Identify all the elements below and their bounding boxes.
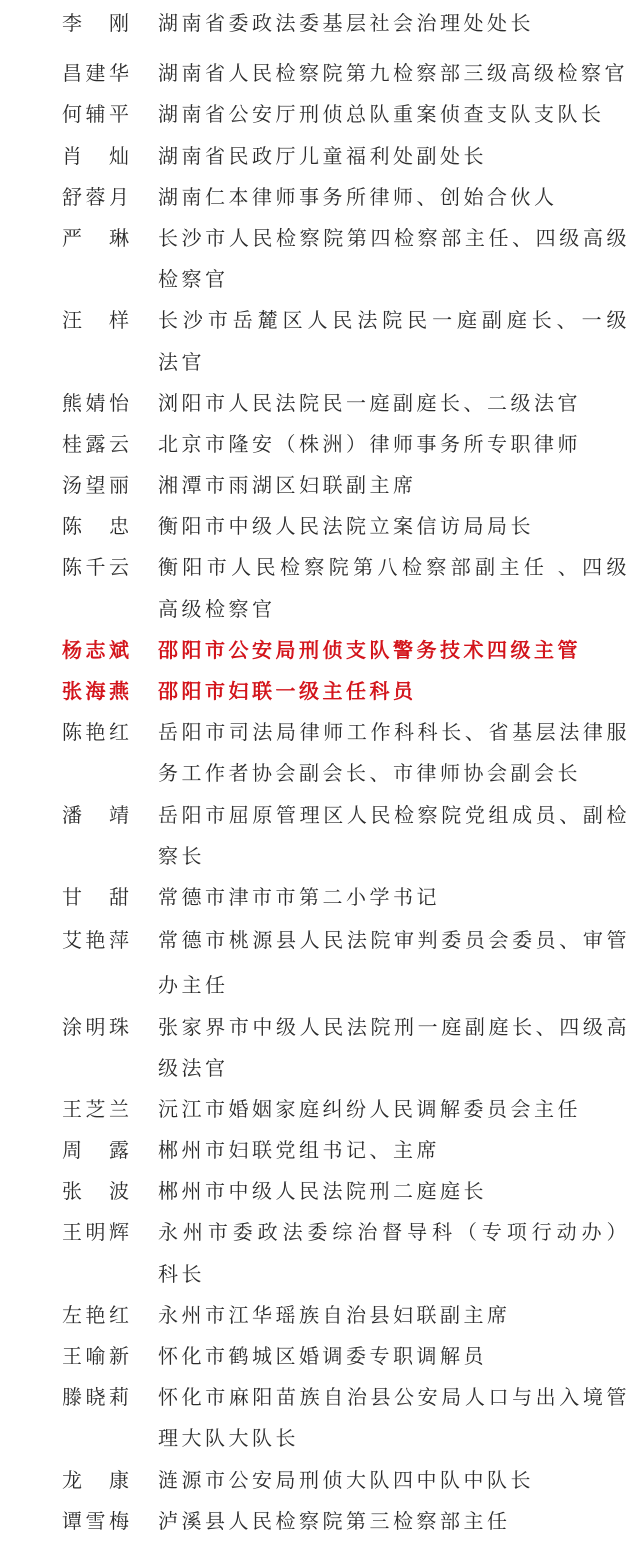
person-position (158, 1008, 630, 1090)
position-line: 郴州市中级人民法院刑二庭庭长 (158, 1181, 487, 1204)
person-name: 谭雪梅 (62, 1510, 133, 1533)
list-item (0, 1461, 640, 1502)
person-name: 涂明珠 (62, 1016, 133, 1039)
list-item (0, 384, 640, 425)
person-position (158, 466, 630, 507)
person-name: 甘 甜 (62, 886, 133, 909)
person-position (158, 54, 630, 95)
position-line: 邵阳市妇联一级主任科员 (158, 681, 417, 703)
person-name: 张 波 (62, 1181, 133, 1204)
person-name: 陈艳红 (62, 722, 133, 745)
position-line: 办主任 (158, 975, 229, 998)
list-item (0, 425, 640, 466)
position-line: 沅江市婚姻家庭纠纷人民调解委员会主任 (158, 1098, 581, 1121)
person-position (158, 1502, 630, 1543)
person-name: 何辅平 (62, 104, 133, 127)
position-line: 常德市桃源县人民法院审判委员会委员、审管 (158, 930, 630, 953)
list-item (0, 1131, 640, 1172)
position-line: 衡阳市人民检察院第八检察部副主任 、四级 (158, 557, 630, 580)
person-position (158, 301, 630, 383)
person-position (158, 384, 630, 425)
person-position (158, 1213, 630, 1295)
position-line: 郴州市妇联党组书记、主席 (158, 1140, 440, 1163)
list-item (0, 1378, 640, 1460)
person-position (158, 1172, 630, 1213)
person-position (158, 95, 630, 136)
person-name: 熊婧怡 (62, 392, 133, 415)
list-item (0, 672, 640, 713)
position-line: 涟源市公安局刑侦大队四中队中队长 (158, 1469, 534, 1492)
position-line: 衡阳市中级人民法院立案信访局局长 (158, 516, 534, 539)
person-position (158, 1337, 630, 1378)
position-line: 高级检察官 (158, 598, 276, 621)
list-item (0, 1090, 640, 1131)
personnel-list (0, 4, 640, 1543)
person-position (158, 4, 630, 45)
person-name: 李 刚 (62, 13, 133, 35)
person-name: 肖 灿 (62, 145, 133, 168)
person-name: 左艳红 (62, 1304, 133, 1327)
person-position (158, 1378, 630, 1460)
position-line: 怀化市麻阳苗族自治县公安局人口与出入境管 (158, 1387, 630, 1410)
position-line: 怀化市鹤城区婚调委专职调解员 (158, 1346, 487, 1368)
person-position (158, 137, 630, 178)
position-line: 湖南省公安厅刑侦总队重案侦查支队支队长 (158, 104, 605, 127)
person-name: 舒蓉月 (62, 186, 133, 209)
position-line: 泸溪县人民检察院第三检察部主任 (158, 1510, 511, 1533)
position-line: 岳阳市司法局律师工作科科长、省基层法律服 (158, 722, 630, 745)
list-item (0, 178, 640, 219)
person-position (158, 631, 630, 672)
list-item (0, 548, 640, 630)
person-name: 桂露云 (62, 433, 133, 456)
position-line: 理大队大队长 (158, 1428, 299, 1451)
person-name: 王喻新 (62, 1346, 133, 1368)
person-name: 艾艳萍 (62, 930, 133, 953)
position-line: 科长 (158, 1263, 205, 1286)
person-position (158, 1131, 630, 1172)
person-position (158, 1090, 630, 1131)
person-position (158, 425, 630, 466)
list-item (0, 1502, 640, 1543)
list-item (0, 1337, 640, 1378)
person-position (158, 713, 630, 795)
person-position (158, 796, 630, 878)
list-item (0, 466, 640, 507)
list-item (0, 878, 640, 919)
list-item (0, 95, 640, 136)
person-name: 昌建华 (62, 63, 133, 86)
person-position (158, 672, 630, 713)
position-line: 张家界市中级人民法院刑一庭副庭长、四级高 (158, 1016, 630, 1039)
person-name: 张海燕 (62, 681, 133, 703)
position-line: 永州市江华瑶族自治县妇联副主席 (158, 1304, 511, 1327)
person-position (158, 178, 630, 219)
list-item (0, 796, 640, 878)
list-item (0, 713, 640, 795)
person-name: 周 露 (62, 1140, 133, 1163)
list-item (0, 301, 640, 383)
position-line: 常德市津市市第二小学书记 (158, 886, 440, 909)
person-position (158, 507, 630, 548)
person-position (158, 219, 630, 301)
position-line: 检察官 (158, 269, 229, 292)
list-item (0, 1296, 640, 1337)
position-line: 察长 (158, 845, 205, 868)
person-name: 汤望丽 (62, 475, 133, 498)
list-item (0, 1172, 640, 1213)
list-item (0, 4, 640, 45)
list-item (0, 137, 640, 178)
person-name: 严 琳 (62, 227, 133, 250)
person-name: 滕晓莉 (62, 1387, 133, 1410)
position-line: 湘潭市雨湖区妇联副主席 (158, 475, 417, 498)
position-line: 浏阳市人民法院民一庭副庭长、二级法官 (158, 392, 581, 415)
position-line: 湖南省委政法委基层社会治理处处长 (158, 13, 534, 35)
person-name: 汪 样 (62, 310, 133, 333)
position-line: 法官 (158, 351, 205, 374)
list-item (0, 1008, 640, 1090)
person-name: 陈千云 (62, 557, 133, 580)
position-line: 湖南省民政厅儿童福利处副处长 (158, 145, 487, 168)
position-line: 永州市委政法委综治督导科（专项行动办） (158, 1222, 630, 1245)
person-position (158, 548, 630, 630)
position-line: 湖南省人民检察院第九检察部三级高级检察官 (158, 63, 628, 86)
position-line: 湖南仁本律师事务所律师、创始合伙人 (158, 186, 558, 209)
person-position (158, 1461, 630, 1502)
person-position (158, 1296, 630, 1337)
person-name: 潘 靖 (62, 804, 133, 827)
person-name: 陈 忠 (62, 516, 133, 539)
list-item (0, 1213, 640, 1295)
position-line: 北京市隆安（株洲）律师事务所专职律师 (158, 433, 581, 456)
list-item (0, 631, 640, 672)
list-item (0, 507, 640, 548)
position-line: 邵阳市公安局刑侦支队警务技术四级主管 (158, 639, 581, 662)
person-name: 王芝兰 (62, 1098, 133, 1121)
list-item (0, 54, 640, 95)
person-name: 王明辉 (62, 1222, 133, 1245)
position-line: 长沙市岳麓区人民法院民一庭副庭长、一级 (158, 310, 630, 333)
position-line: 务工作者协会副会长、市律师协会副会长 (158, 763, 581, 786)
person-position (158, 878, 630, 919)
position-line: 级法官 (158, 1057, 229, 1080)
position-line: 长沙市人民检察院第四检察部主任、四级高级 (158, 227, 630, 250)
person-name: 龙 康 (62, 1469, 133, 1492)
position-line: 岳阳市屈原管理区人民检察院党组成员、副检 (158, 804, 630, 827)
list-item (0, 219, 640, 301)
person-position (158, 921, 630, 1007)
list-item (0, 921, 640, 1007)
person-name: 杨志斌 (62, 639, 133, 662)
